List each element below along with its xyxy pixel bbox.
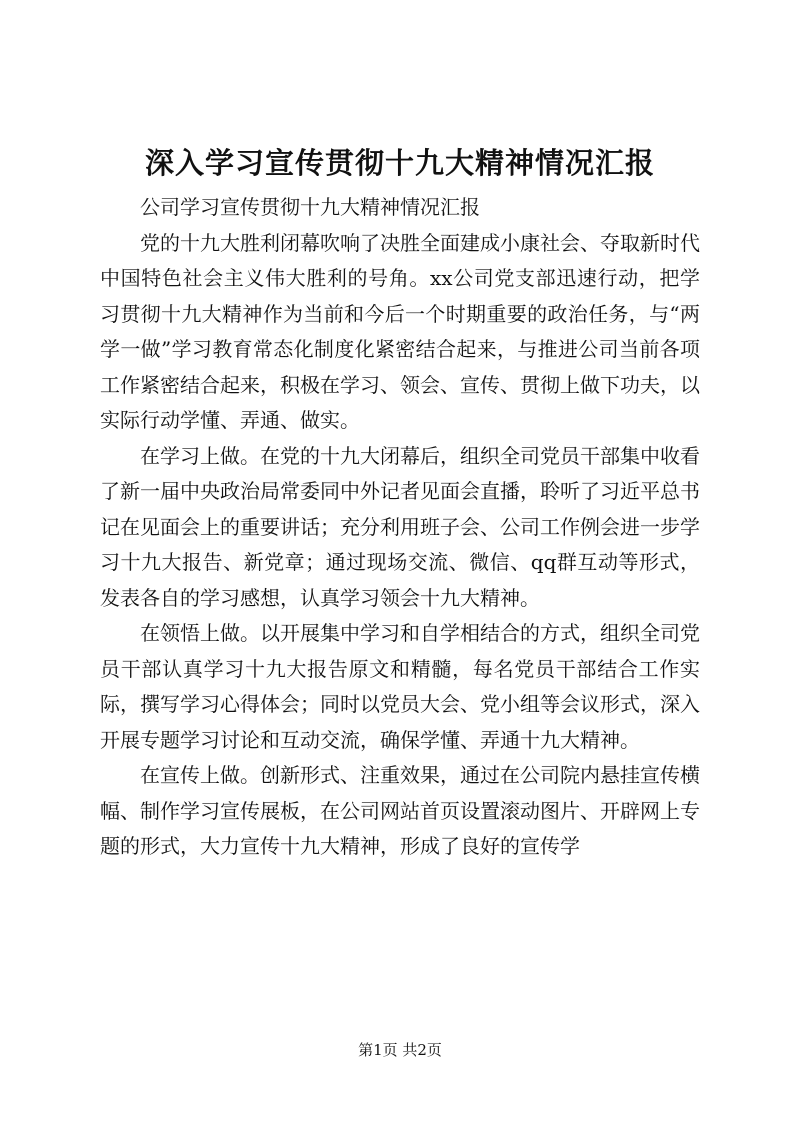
document-body <box>100 190 700 865</box>
page-footer: 第1页 共2页 <box>358 1041 442 1059</box>
body-paragraph: 在宣传上做。创新形式、注重效果，通过在公司院内悬挂宣传横幅、制作学习宣传展板，在公司网站首页设置滚动图片、开辟网上专题的形式，大力宣传十九大精神，形成了良好的宣传学 <box>100 763 700 858</box>
document-title: 深入学习宣传贯彻十九大精神情况汇报 <box>144 146 655 180</box>
body-paragraph: 在学习上做。在党的十九大闭幕后，组织全司党员干部集中收看了新一届中央政治局常委同中外记者见面会直播，聆听了习近平总书记在见面会上的重要讲话；充分利用班子会、公司工作例会进一步学习十九大报告、新党章；通过现场交流、微信、qq群互动等形式，发表各自的学习感想，认真学习领会十九大精神。 <box>100 443 700 610</box>
subtitle-paragraph: 公司学习宣传贯彻十九大精神情况汇报 <box>140 195 480 219</box>
body-paragraph: 党的十九大胜利闭幕吹响了决胜全面建成小康社会、夺取新时代中国特色社会主义伟大胜利的号角。xx公司党支部迅速行动，把学习贯彻十九大精神作为当前和今后一个时期重要的政治任务，与“两学一做”学习教育常态化制度化紧密结合起来，与推进公司当前各项工作紧密结合起来，积极在学习、领会、宣传、贯彻上做下功夫，以实际行动学懂、弄通、做实。 <box>100 230 700 432</box>
body-paragraph: 在领悟上做。以开展集中学习和自学相结合的方式，组织全司党员干部认真学习十九大报告原文和精髓，每名党员干部结合工作实际，撰写学习心得体会；同时以党员大会、党小组等会议形式，深入开展专题学习讨论和互动交流，确保学懂、弄通十九大精神。 <box>100 621 700 752</box>
